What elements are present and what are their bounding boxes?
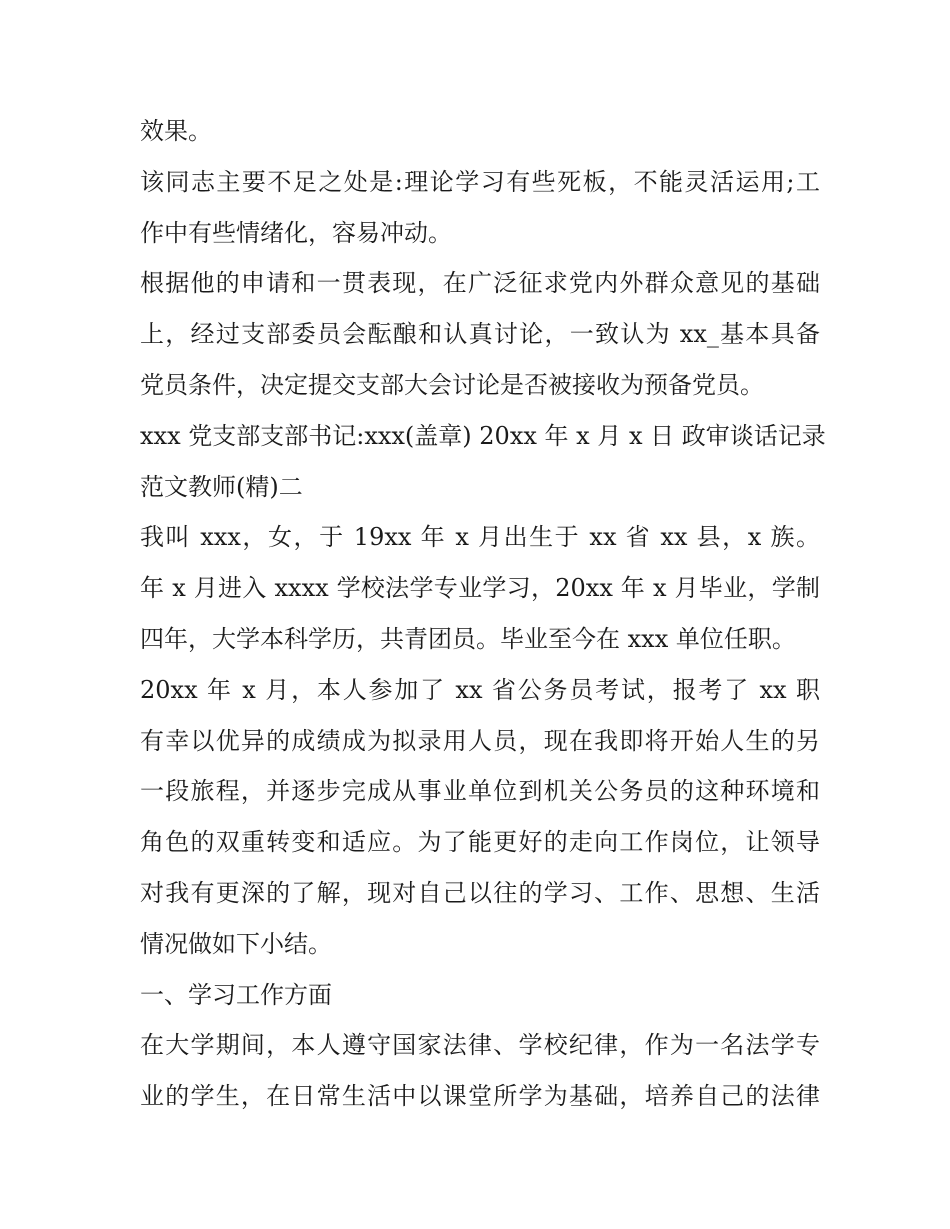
text-line: 作中有些情绪化，容易冲动。 [140, 218, 452, 247]
text-line: 有幸以优异的成绩成为拟录用人员，现在我即将开始人生的另 [140, 726, 820, 755]
text-line: 角色的双重转变和适应。为了能更好的走向工作岗位，让领导 [140, 828, 820, 857]
text-line: 四年，大学本科学历，共青团员。毕业至今在 xxx 单位任职。 [140, 624, 796, 653]
text-line: 根据他的申请和一贯表现，在广泛征求党内外群众意见的基础 [140, 269, 820, 298]
section-heading: 范文教师(精)二 [140, 472, 303, 501]
text-line: 年 x 月进入 xxxx 学校法学专业学习，20xx 年 x 月毕业，学制 [140, 574, 820, 603]
text-line: 党员条件，决定提交支部大会讨论是否被接收为预备党员。 [140, 370, 764, 399]
text-line: 上，经过支部委员会酝酿和认真讨论，一致认为 xx_基本具备 [140, 320, 820, 349]
text-line: 一段旅程，并逐步完成从事业单位到机关公务员的这种环境和 [140, 777, 820, 806]
text-line: 20xx 年 x 月，本人参加了 xx 省公务员考试，报考了 xx 职 [140, 675, 820, 704]
text-line: 情况做如下小结。 [140, 929, 332, 958]
document-body [140, 106, 826, 1122]
text-line: 在大学期间，本人遵守国家法律、学校纪律，作为一名法学专 [140, 1031, 820, 1060]
text-line: xxx 党支部支部书记:xxx(盖章) 20xx 年 x 月 x 日 政审谈话记录 [140, 421, 826, 450]
section-heading: 一、学习工作方面 [140, 980, 332, 1009]
text-line: 该同志主要不足之处是:理论学习有些死板，不能灵活运用;工 [140, 167, 820, 196]
text-line: 效果。 [140, 117, 212, 145]
text-line: 对我有更深的了解，现对自己以往的学习、工作、思想、生活 [140, 878, 820, 907]
text-line: 业的学生，在日常生活中以课堂所学为基础，培养自己的法律 [140, 1082, 820, 1111]
text-line: 我叫 xxx，女，于 19xx 年 x 月出生于 xx 省 xx 县，x 族。 [140, 523, 820, 552]
